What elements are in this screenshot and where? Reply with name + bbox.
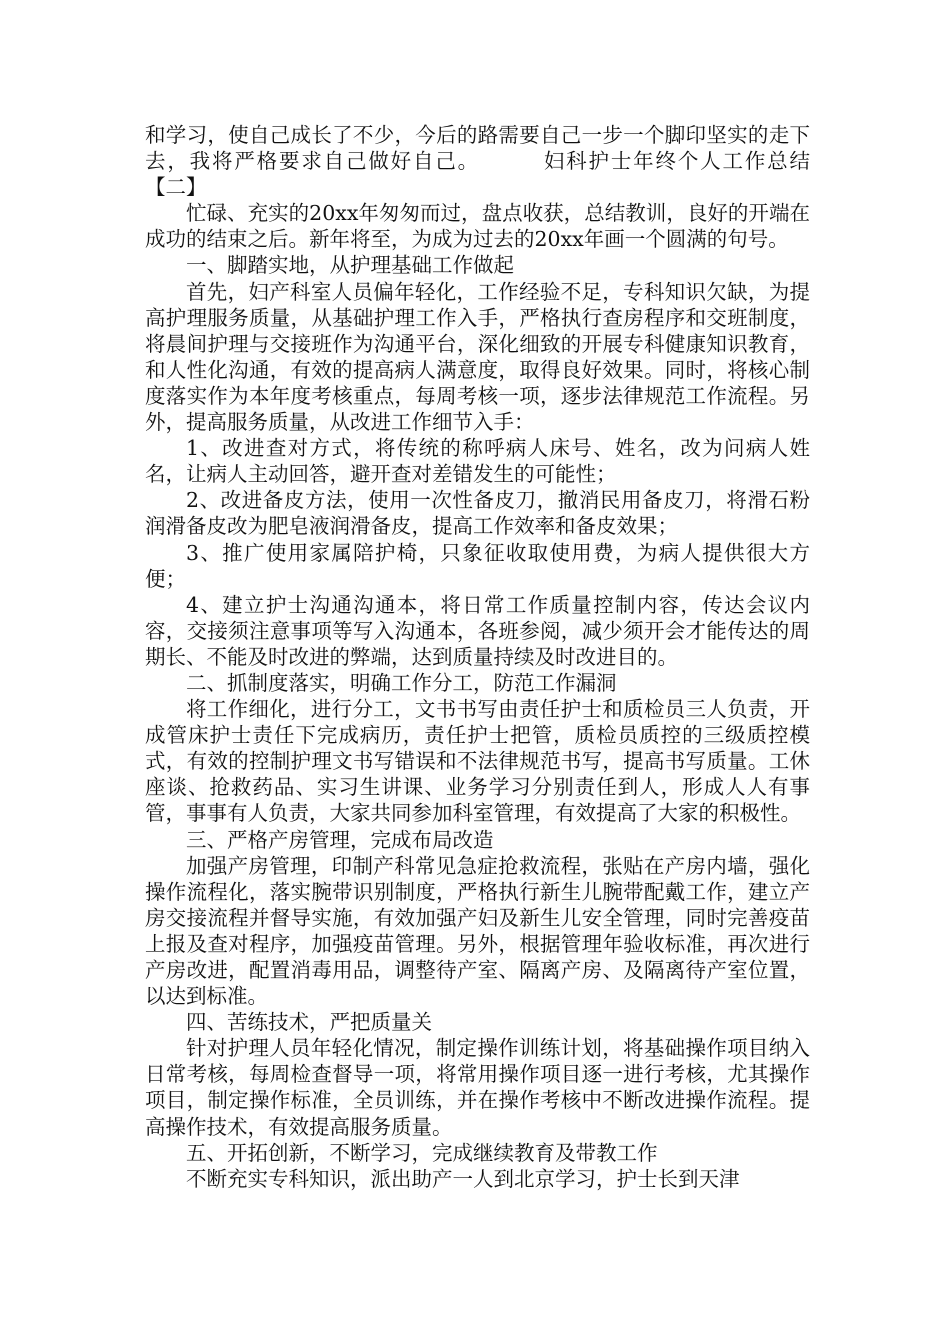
paragraph-delivery-room: 加强产房管理，印制产科常见急症抢救流程，张贴在产房内墙，强化操作流程化，落实腕带识别制度，严格执行新生儿腕带配戴工作，建立产房交接流程并督导实施，有效加强产妇及新生儿安全管理，同时完善疫苗上报及查对程序，加强疫苗管理。另外，根据管理年验收标准，再次进行产房改进，配置消毒用品，调整待产室、隔离产房、及隔离待产室位置，以达到标准。 <box>145 853 810 1009</box>
paragraph-skills-training: 针对护理人员年轻化情况，制定操作训练计划，将基础操作项目纳入日常考核，每周检查督导一项，将常用操作项目逐一进行考核，尤其操作项目，制定操作标准，全员训练，并在操作考核中不断改进操作流程。提高操作技术，有效提高服务质量。 <box>145 1036 810 1139</box>
heading-2: 二、抓制度落实，明确工作分工，防范工作漏洞 <box>186 670 617 695</box>
list-item-4: 4、建立护士沟通沟通本，将日常工作质量控制内容，传达会议内容，交接须注意事项等写入沟通本，各班参阅，减少须开会才能传达的周期长、不能及时改进的弊端，达到质量持续及时改进目的。 <box>145 592 810 669</box>
list-item-1: 1、改进查对方式，将传统的称呼病人床号、姓名，改为问病人姓名，让病人主动回答，避开查对差错发生的可能性； <box>145 436 810 487</box>
heading-1: 一、脚踏实地，从护理基础工作做起 <box>186 253 514 278</box>
list-item-3: 3、推广使用家属陪护椅，只象征收取使用费，为病人提供很大方便； <box>145 540 810 591</box>
intro-text: 和学习，使自己成长了不少，今后的路需要自己一步一个脚印坚实的走下去，我将严格要求自己做好自己。 <box>145 123 810 174</box>
paragraph-basic-nursing: 首先，妇产科室人员偏年轻化，工作经验不足，专科知识欠缺，为提高护理服务质量，从基础护理工作入手，严格执行查房程序和交班制度，将晨间护理与交接班作为沟通平台，深化细致的开展专科健康知识教育，和人性化沟通，有效的提高病人满意度，取得良好效果。同时，将核心制度落实作为本年度考核重点，每周考核一项，逐步法律规范工作流程。另外，提高服务质量，从改进工作细节入手： <box>145 279 810 435</box>
heading-4: 四、苦练技术，严把质量关 <box>186 1010 432 1035</box>
section-title: 妇科护士年终个人工作总结【二】 <box>145 149 810 200</box>
intro-paragraph <box>145 122 810 200</box>
heading-5: 五、开拓创新，不断学习，完成继续教育及带教工作 <box>186 1140 658 1165</box>
paragraph-opening: 忙碌、充实的20xx年匆匆而过，盘点收获，总结教训，良好的开端在成功的结束之后。新年将至，为成为过去的20xx年画一个圆满的句号。 <box>145 201 810 252</box>
list-item-2: 2、改进备皮方法，使用一次性备皮刀，撤消民用备皮刀，将滑石粉润滑备皮改为肥皂液润滑备皮，提高工作效率和备皮效果； <box>145 488 810 539</box>
document-page <box>145 122 810 1192</box>
paragraph-continuing-education: 不断充实专科知识，派出助产一人到北京学习，护士长到天津 <box>186 1166 740 1191</box>
paragraph-division-of-work: 将工作细化，进行分工，文书书写由责任护士和质检员三人负责，开成管床护士责任下完成病历，责任护士把管，质检员质控的三级质控模式，有效的控制护理文书写错误和不法律规范书写，提高书写质量。工休座谈、抢救药品、实习生讲课、业务学习分别责任到人，形成人人有事管，事事有人负责，大家共同参加科室管理，有效提高了大家的积极性。 <box>145 697 810 826</box>
heading-3: 三、严格产房管理，完成布局改造 <box>186 827 494 852</box>
